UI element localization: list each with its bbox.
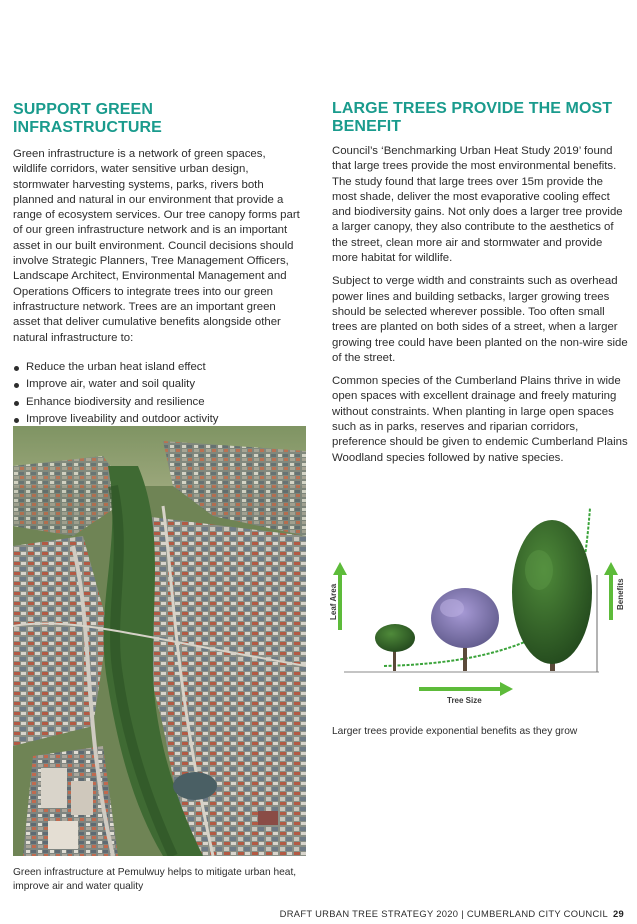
- left-column: [13, 100, 300, 428]
- photo-caption: Green infrastructure at Pemulwuy helps to mitigate urban heat, improve air and water quality: [13, 867, 297, 892]
- large-trees-paragraph-2: Subject to verge width and constraints such as overhead power lines and building setbacks, larger growing trees should be selected wherever possible. Too often small trees are planted on both sides of a street, when a larger growing tree could have been planted on the non-wire side of the street.: [332, 275, 628, 364]
- green-infrastructure-paragraph: Green infrastructure is a network of green spaces, wildlife corridors, water sensitive urban design, stormwater harvesting systems, parks, rivers both planned and natural in our environment that provide a range of ecosystem services. Our tree canopy forms part of our green infrastructure network and is an important asset in our built environment. Council decisions should involve Strategic Planners, Tree Management Officers, Landscape Architect, Environmental Management and Operations Officers to integrate trees into our green infrastructure network. Trees are an important green asset that deliver cumulative benefits alongside other natural infrastructure to:: [13, 148, 300, 344]
- list-item: Reduce the urban heat island effect: [13, 359, 300, 376]
- small-tree-icon: [375, 624, 415, 652]
- bullet-icon: [14, 418, 19, 423]
- medium-tree-icon: [431, 588, 499, 648]
- large-tree-icon: [512, 520, 592, 664]
- benefits-label: Benefits: [616, 578, 625, 610]
- page-number: 29: [612, 908, 624, 919]
- list-item: Improve liveability and outdoor activity: [13, 411, 300, 428]
- diagram-caption: Larger trees provide exponential benefits as they grow: [332, 726, 578, 737]
- tree-benefits-diagram: [324, 500, 637, 710]
- benefits-list: [13, 359, 300, 429]
- section-heading-green-infrastructure: SUPPORT GREEN INFRASTRUCTURE: [13, 101, 162, 136]
- section-heading-large-trees: LARGE TREES PROVIDE THE MOST BENEFIT: [332, 100, 613, 135]
- bullet-icon: [14, 383, 19, 388]
- list-item: Enhance biodiversity and resilience: [13, 394, 300, 411]
- list-item: Improve air, water and soil quality: [13, 376, 300, 393]
- leaf-area-label: Leaf Area: [329, 583, 338, 620]
- large-trees-paragraph-3: Common species of the Cumberland Plains thrive in wide open spaces with excellent drainage and freely maturing without constraints. When planting in large open spaces such as in parks, reserves and riparian corridors, preference should be given to endemic Cumberland Plains Woodland species followed by native species.: [332, 375, 628, 464]
- page-footer: [280, 908, 624, 919]
- footer-title: DRAFT URBAN TREE STRATEGY 2020 | CUMBERLAND CITY COUNCIL: [279, 908, 608, 919]
- bullet-icon: [14, 366, 19, 371]
- tree-size-label: Tree Size: [447, 696, 482, 705]
- bullet-icon: [14, 401, 19, 406]
- large-trees-paragraph-1: Council’s ‘Benchmarking Urban Heat Study 2019’ found that large trees provide the most environmental benefits. The study found that large trees over 15m provide the most shade, deliver the most evaporative cooling effect and biodiversity gains. Not only does a larger tree provide a larger canopy, they also contribute to the aesthetics of the street, clean more air and stormwater and provide more habitat for wildlife.: [332, 145, 623, 265]
- right-column: [332, 100, 628, 466]
- aerial-suburb-photo: [13, 426, 306, 856]
